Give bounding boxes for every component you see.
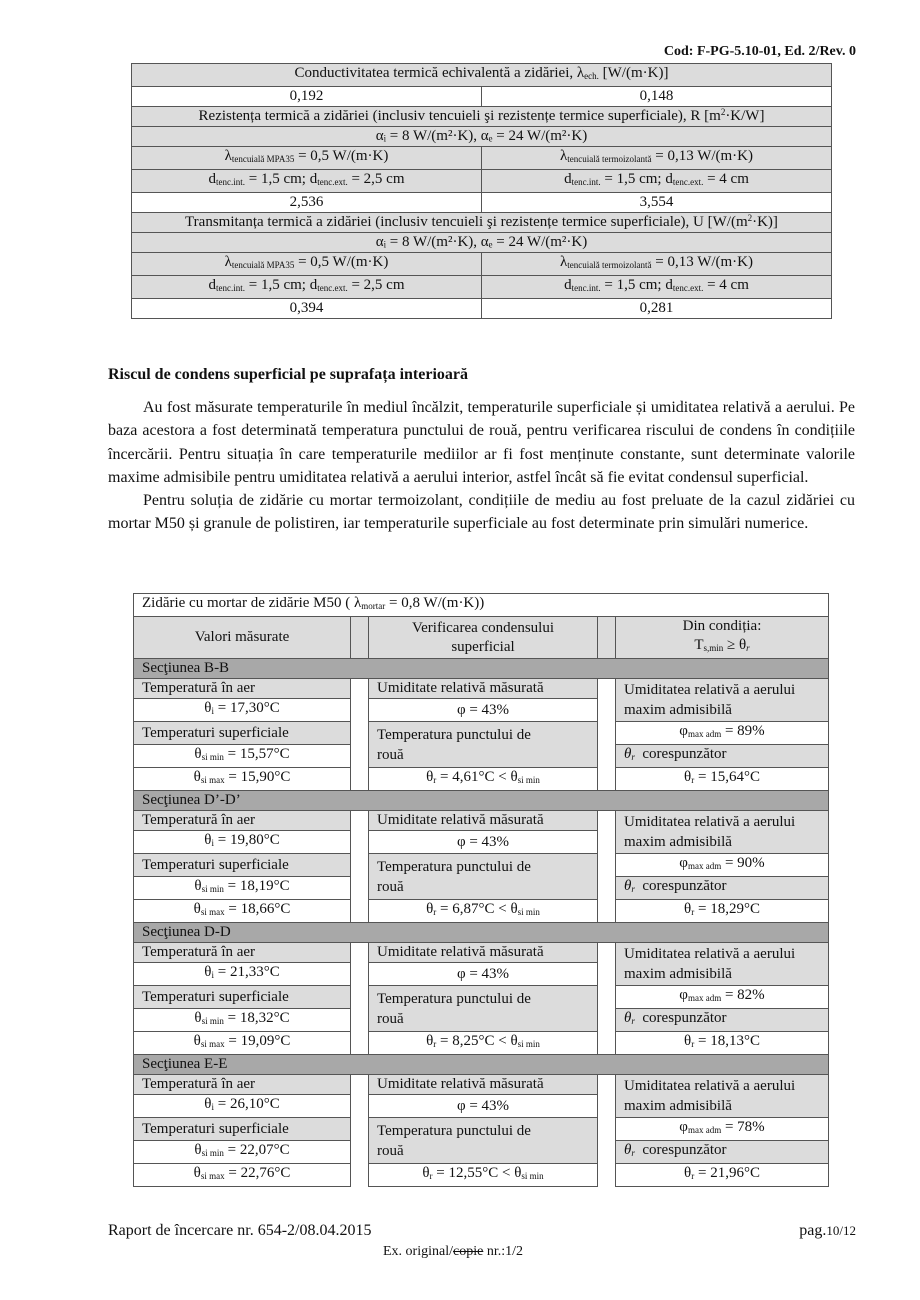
table-title: Zidărie cu mortar de zidărie M50 ( $\lambda_{mortar} = 0,8$ W/(m·K)) [134, 594, 829, 617]
lambda-right: $\lambda_{tencuială termoizolantă} = 0,13$ W/(m·K) [482, 147, 832, 170]
theta-si-max-value: $\theta_{si max} = 15,90^\circ C$ [134, 768, 351, 791]
rh-measured-label: Umiditate relativă măsurată [369, 1075, 598, 1095]
phi-value: φ = 43% [369, 699, 598, 722]
dew-point-value: $\theta_r = 8,25^\circ C < \theta_{si min}$ [369, 1032, 598, 1055]
paragraph: Au fost măsurate temperaturile în mediul încălzit, temperaturile superficiale și umiditatea relativă a aerului. Pe baza acestora a fost determinată temperatura punctului de rouă, pentru verificarea riscului de condens în condițiile încercării. Pentru situația în care temperaturile mediilor ar fi fost menținute constante, sunt determinate valorile maxime admisibile pentru umiditatea relativă a aerului interior, astfel încât să fie evitat condensul superficial. [108, 399, 855, 486]
thickness-left: $d_{tenc.int.} = 1,5$ cm; $d_{tenc.ext.} = 2,5$ cm [132, 276, 482, 299]
body-text [108, 396, 855, 536]
phi-value: φ = 43% [369, 1095, 598, 1118]
dew-point-label: Temperatura punctului de rouă [369, 722, 598, 768]
header-condition: Din condiția: $T_{s,min} \ge \theta_r$ [616, 617, 829, 659]
theta-corr-label: $\theta_r$ corespunzător [616, 1009, 829, 1032]
alpha-row: αᵢ = 8 W/(m²·K), αₑ = 24 W/(m²·K) [132, 233, 832, 253]
air-temp-label: Temperatură în aer [134, 943, 351, 963]
page-number: pag.10/12 [799, 1222, 856, 1239]
surface-temps-label: Temperaturi superficiale [134, 722, 351, 745]
thickness-right: $d_{tenc.int.} = 1,5$ cm; $d_{tenc.ext.} = 4$ cm [482, 276, 832, 299]
transmittance-value: 0,281 [482, 299, 832, 319]
theta-corr-label: $\theta_r$ corespunzător [616, 745, 829, 768]
theta-corr-label: $\theta_r$ corespunzător [616, 1141, 829, 1164]
transmittance-value: 0,394 [132, 299, 482, 319]
section-name: Secţiunea D’-D’ [134, 791, 829, 811]
report-number: Raport de încercare nr. 654-2/08.04.2015 [108, 1222, 372, 1239]
conductivity-value: 0,192 [132, 87, 482, 107]
theta-corr-label: $\theta_r$ corespunzător [616, 877, 829, 900]
theta-si-max-value: $\theta_{si max} = 22,76^\circ C$ [134, 1164, 351, 1187]
paragraph: Pentru soluția de zidărie cu mortar termoizolant, condițiile de mediu au fost preluate de la cazul zidăriei cu mortar M50 și granule de polistiren, iar temperaturile superficiale au fost determinate prin simulări numerice. [108, 492, 855, 533]
theta-r-corr-value: $\theta_r = 18,13^\circ C$ [616, 1032, 829, 1055]
resistance-value: 3,554 [482, 193, 832, 213]
theta-si-min-value: $\theta_{si min} = 22,07^\circ C$ [134, 1141, 351, 1164]
dew-point-label: Temperatura punctului de rouă [369, 986, 598, 1032]
theta-si-min-value: $\theta_{si min} = 15,57^\circ C$ [134, 745, 351, 768]
theta-si-min-value: $\theta_{si min} = 18,32^\circ C$ [134, 1009, 351, 1032]
resistance-value: 2,536 [132, 193, 482, 213]
alpha-row: αᵢ = 8 W/(m²·K), αₑ = 24 W/(m²·K) [132, 127, 832, 147]
section-name: Secţiunea B-B [134, 659, 829, 679]
surface-temps-label: Temperaturi superficiale [134, 986, 351, 1009]
section-name: Secţiunea D-D [134, 923, 829, 943]
air-temp-label: Temperatură în aer [134, 1075, 351, 1095]
phi-max-value: $\varphi_{max adm} = 89\%$ [616, 722, 829, 745]
dew-point-label: Temperatura punctului de rouă [369, 1118, 598, 1164]
dew-point-value: $\theta_r = 12,55^\circ C < \theta_{si min}$ [369, 1164, 598, 1187]
dew-point-value: $\theta_r = 6,87^\circ C < \theta_{si min}$ [369, 900, 598, 923]
section-heading: Riscul de condens superficial pe suprafața interioară [108, 366, 468, 383]
copy-info: Ex. original/copie nr.:1/2 [383, 1244, 523, 1259]
header-measured: Valori măsurate [134, 617, 351, 659]
air-temp-label: Temperatură în aer [134, 679, 351, 699]
rh-measured-label: Umiditate relativă măsurată [369, 811, 598, 831]
dew-point-value: $\theta_r = 4,61^\circ C < \theta_{si min}$ [369, 768, 598, 791]
rh-max-label: Umiditatea relativă a aerului maxim admisibilă [616, 679, 829, 722]
lambda-left: $\lambda_{tencuială MPA35} = 0,5$ W/(m·K) [132, 253, 482, 276]
theta-r-corr-value: $\theta_r = 21,96^\circ C$ [616, 1164, 829, 1187]
rh-max-label: Umiditatea relativă a aerului maxim admisibilă [616, 1075, 829, 1118]
theta-si-max-value: $\theta_{si max} = 18,66^\circ C$ [134, 900, 351, 923]
rh-max-label: Umiditatea relativă a aerului maxim admisibilă [616, 811, 829, 854]
phi-value: φ = 43% [369, 831, 598, 854]
header-verification: Verificarea condensului superficial [369, 617, 598, 659]
air-temp-label: Temperatură în aer [134, 811, 351, 831]
theta-i-value: $\theta_i = 21,33^\circ C$ [134, 963, 351, 986]
transmittance-title: Transmitanța termică a zidăriei (inclusiv tencuieli şi rezistențe termice superficiale), U $[W/(m^2\cdot K)]$ [132, 213, 832, 233]
document-code: Cod: F-PG-5.10-01, Ed. 2/Rev. 0 [663, 44, 856, 59]
theta-i-value: $\theta_i = 17,30^\circ C$ [134, 699, 351, 722]
theta-i-value: $\theta_i = 26,10^\circ C$ [134, 1095, 351, 1118]
rh-measured-label: Umiditate relativă măsurată [369, 943, 598, 963]
surface-temps-label: Temperaturi superficiale [134, 854, 351, 877]
theta-r-corr-value: $\theta_r = 15,64^\circ C$ [616, 768, 829, 791]
phi-max-value: $\varphi_{max adm} = 78\%$ [616, 1118, 829, 1141]
theta-si-min-value: $\theta_{si min} = 18,19^\circ C$ [134, 877, 351, 900]
lambda-left: $\lambda_{tencuială MPA35} = 0,5$ W/(m·K) [132, 147, 482, 170]
lambda-right: $\lambda_{tencuială termoizolantă} = 0,13$ W/(m·K) [482, 253, 832, 276]
phi-max-value: $\varphi_{max adm} = 82\%$ [616, 986, 829, 1009]
phi-max-value: $\varphi_{max adm} = 90\%$ [616, 854, 829, 877]
theta-i-value: $\theta_i = 19,80^\circ C$ [134, 831, 351, 854]
condensation-table [133, 593, 829, 1187]
theta-r-corr-value: $\theta_r = 18,29^\circ C$ [616, 900, 829, 923]
dew-point-label: Temperatura punctului de rouă [369, 854, 598, 900]
phi-value: φ = 43% [369, 963, 598, 986]
conductivity-value: 0,148 [482, 87, 832, 107]
rh-max-label: Umiditatea relativă a aerului maxim admisibilă [616, 943, 829, 986]
rh-measured-label: Umiditate relativă măsurată [369, 679, 598, 699]
surface-temps-label: Temperaturi superficiale [134, 1118, 351, 1141]
thermal-properties-table [131, 63, 832, 319]
thickness-right: $d_{tenc.int.} = 1,5$ cm; $d_{tenc.ext.} = 4$ cm [482, 170, 832, 193]
section-name: Secţiunea E-E [134, 1055, 829, 1075]
conductivity-title: Conductivitatea termică echivalentă a zidăriei, $\lambda_{ech.}$ [W/(m·K)] [132, 64, 832, 87]
thickness-left: $d_{tenc.int.} = 1,5$ cm; $d_{tenc.ext.} = 2,5$ cm [132, 170, 482, 193]
resistance-title: Rezistența termică a zidăriei (inclusiv tencuieli şi rezistențe termice superficiale), R $[m^2\cdot K/W]$ [132, 107, 832, 127]
theta-si-max-value: $\theta_{si max} = 19,09^\circ C$ [134, 1032, 351, 1055]
